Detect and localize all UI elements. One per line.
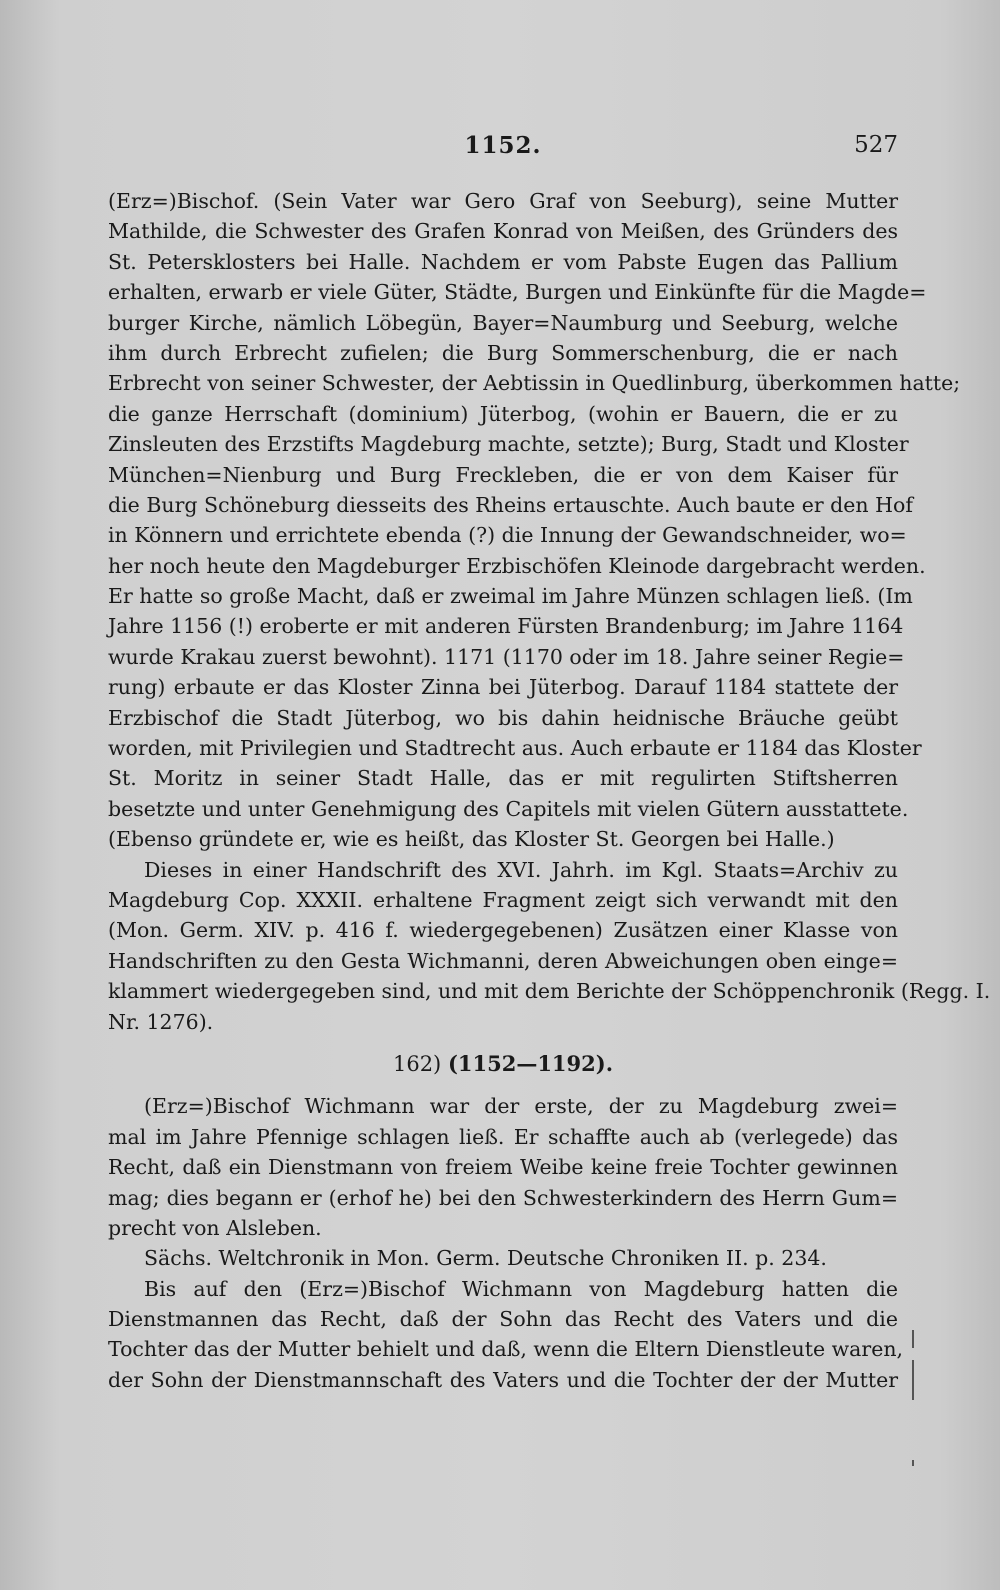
text-line: Nr. 1276).: [108, 1009, 214, 1034]
margin-mark: [912, 1330, 914, 1348]
text-line: precht von Alsleben.: [108, 1215, 322, 1240]
text-line: Erzbischof die Stadt Jüterbog, wo bis dahin heidnische Bräuche geübt: [108, 705, 898, 730]
text-line: worden, mit Privilegien und Stadtrecht aus. Auch erbaute er 1184 das Kloster: [108, 736, 922, 761]
page-header: [108, 132, 898, 164]
text-line: rung) erbaute er das Kloster Zinna bei Jüterbog. Darauf 1184 stattete der: [108, 675, 898, 700]
text-line: der Sohn der Dienstmannschaft des Vaters und die Tochter der der Mutter: [108, 1367, 898, 1392]
text-line: burger Kirche, nämlich Löbegün, Bayer=Naumburg und Seeburg, welche: [108, 310, 898, 335]
text-line: ihm durch Erbrecht zufielen; die Burg Sommerschenburg, die er nach: [108, 340, 898, 365]
text-line: St. Moritz in seiner Stadt Halle, das er mit regulirten Stiftsherren: [108, 766, 898, 791]
section-years: (1152—1192).: [447, 1050, 614, 1076]
running-head-year: 1152.: [464, 132, 542, 159]
text-line: die Burg Schöneburg diesseits des Rheins ertauschte. Auch baute er den Hof: [108, 492, 913, 517]
text-line: her noch heute den Magdeburger Erzbischöfen Kleinode dargebracht werden.: [108, 553, 926, 578]
margin-mark: [912, 1360, 914, 1400]
text-line: Dieses in einer Handschrift des XVI. Jahrh. im Kgl. Staats=Archiv zu: [144, 857, 898, 882]
text-line: (Mon. Germ. XIV. p. 416 f. wiedergegebenen) Zusätzen einer Klasse von: [108, 918, 898, 943]
text-line: mal im Jahre Pfennige schlagen ließ. Er schaffte auch ab (verlegede) das: [108, 1124, 898, 1149]
text-line: Recht, daß ein Dienstmann von freiem Weibe keine freie Tochter gewinnen: [108, 1155, 898, 1180]
text-line: (Ebenso gründete er, wie es heißt, das Kloster St. Georgen bei Halle.): [108, 827, 835, 852]
text-line: besetzte und unter Genehmigung des Capitels mit vielen Gütern ausstattete.: [108, 796, 909, 821]
margin-mark: [912, 1460, 914, 1466]
text-line: (Erz=)Bischof Wichmann war der erste, der zu Magdeburg zwei=: [144, 1094, 898, 1119]
text-line: (Erz=)Bischof. (Sein Vater war Gero Graf von Seeburg), seine Mutter: [108, 189, 898, 213]
text-line: wurde Krakau zuerst bewohnt). 1171 (1170 oder im 18. Jahre seiner Regie=: [108, 644, 905, 669]
text-line: Magdeburg Cop. XXXII. erhaltene Fragment zeigt sich verwandt mit den: [108, 887, 898, 912]
section-heading: [108, 1049, 898, 1079]
text-line: Tochter das der Mutter behielt und daß, wenn die Eltern Dienstleute waren,: [108, 1337, 904, 1362]
text-line: Er hatte so große Macht, daß er zweimal im Jahre Münzen schlagen ließ. (Im: [108, 584, 913, 609]
text-line: St. Petersklosters bei Halle. Nachdem er vom Pabste Eugen das Pallium: [108, 249, 898, 274]
text-line: Mathilde, die Schwester des Grafen Konrad von Meißen, des Gründers des: [108, 219, 898, 244]
text-line: Erbrecht von seiner Schwester, der Aebtissin in Quedlinburg, überkommen hatte;: [108, 371, 961, 396]
text-line: Bis auf den (Erz=)Bischof Wichmann von Magdeburg hatten die: [144, 1276, 898, 1301]
text-line: München=Nienburg und Burg Freckleben, die er von dem Kaiser für: [108, 462, 898, 487]
text-line: Zinsleuten des Erzstifts Magdeburg machte, setzte); Burg, Stadt und Kloster: [108, 432, 909, 457]
text-line: die ganze Herrschaft (dominium) Jüterbog, (wohin er Bauern, die er zu: [108, 401, 898, 426]
text-line: mag; dies begann er (erhof he) bei den Schwesterkindern des Herrn Gum=: [108, 1185, 898, 1210]
text-line: erhalten, erwarb er viele Güter, Städte, Burgen und Einkünfte für die Magde=: [108, 280, 927, 305]
text-line: Jahre 1156 (!) eroberte er mit anderen Fürsten Brandenburg; im Jahre 1164: [108, 614, 904, 639]
text-line: in Könnern und errichtete ebenda (?) die Innung der Gewandschneider, wo=: [108, 523, 907, 548]
source-citation: Sächs. Weltchronik in Mon. Germ. Deutsche Chroniken II. p. 234.: [144, 1246, 827, 1271]
section-number: 162): [392, 1051, 442, 1076]
body-text: [108, 186, 991, 1395]
page-number: 527: [854, 132, 898, 158]
text-line: klammert wiedergegeben sind, und mit dem Berichte der Schöppenchronik (Regg. I.: [108, 979, 991, 1004]
text-line: Dienstmannen das Recht, daß der Sohn das Recht des Vaters und die: [108, 1307, 898, 1332]
text-line: Handschriften zu den Gesta Wichmanni, deren Abweichungen oben einge=: [108, 948, 898, 973]
